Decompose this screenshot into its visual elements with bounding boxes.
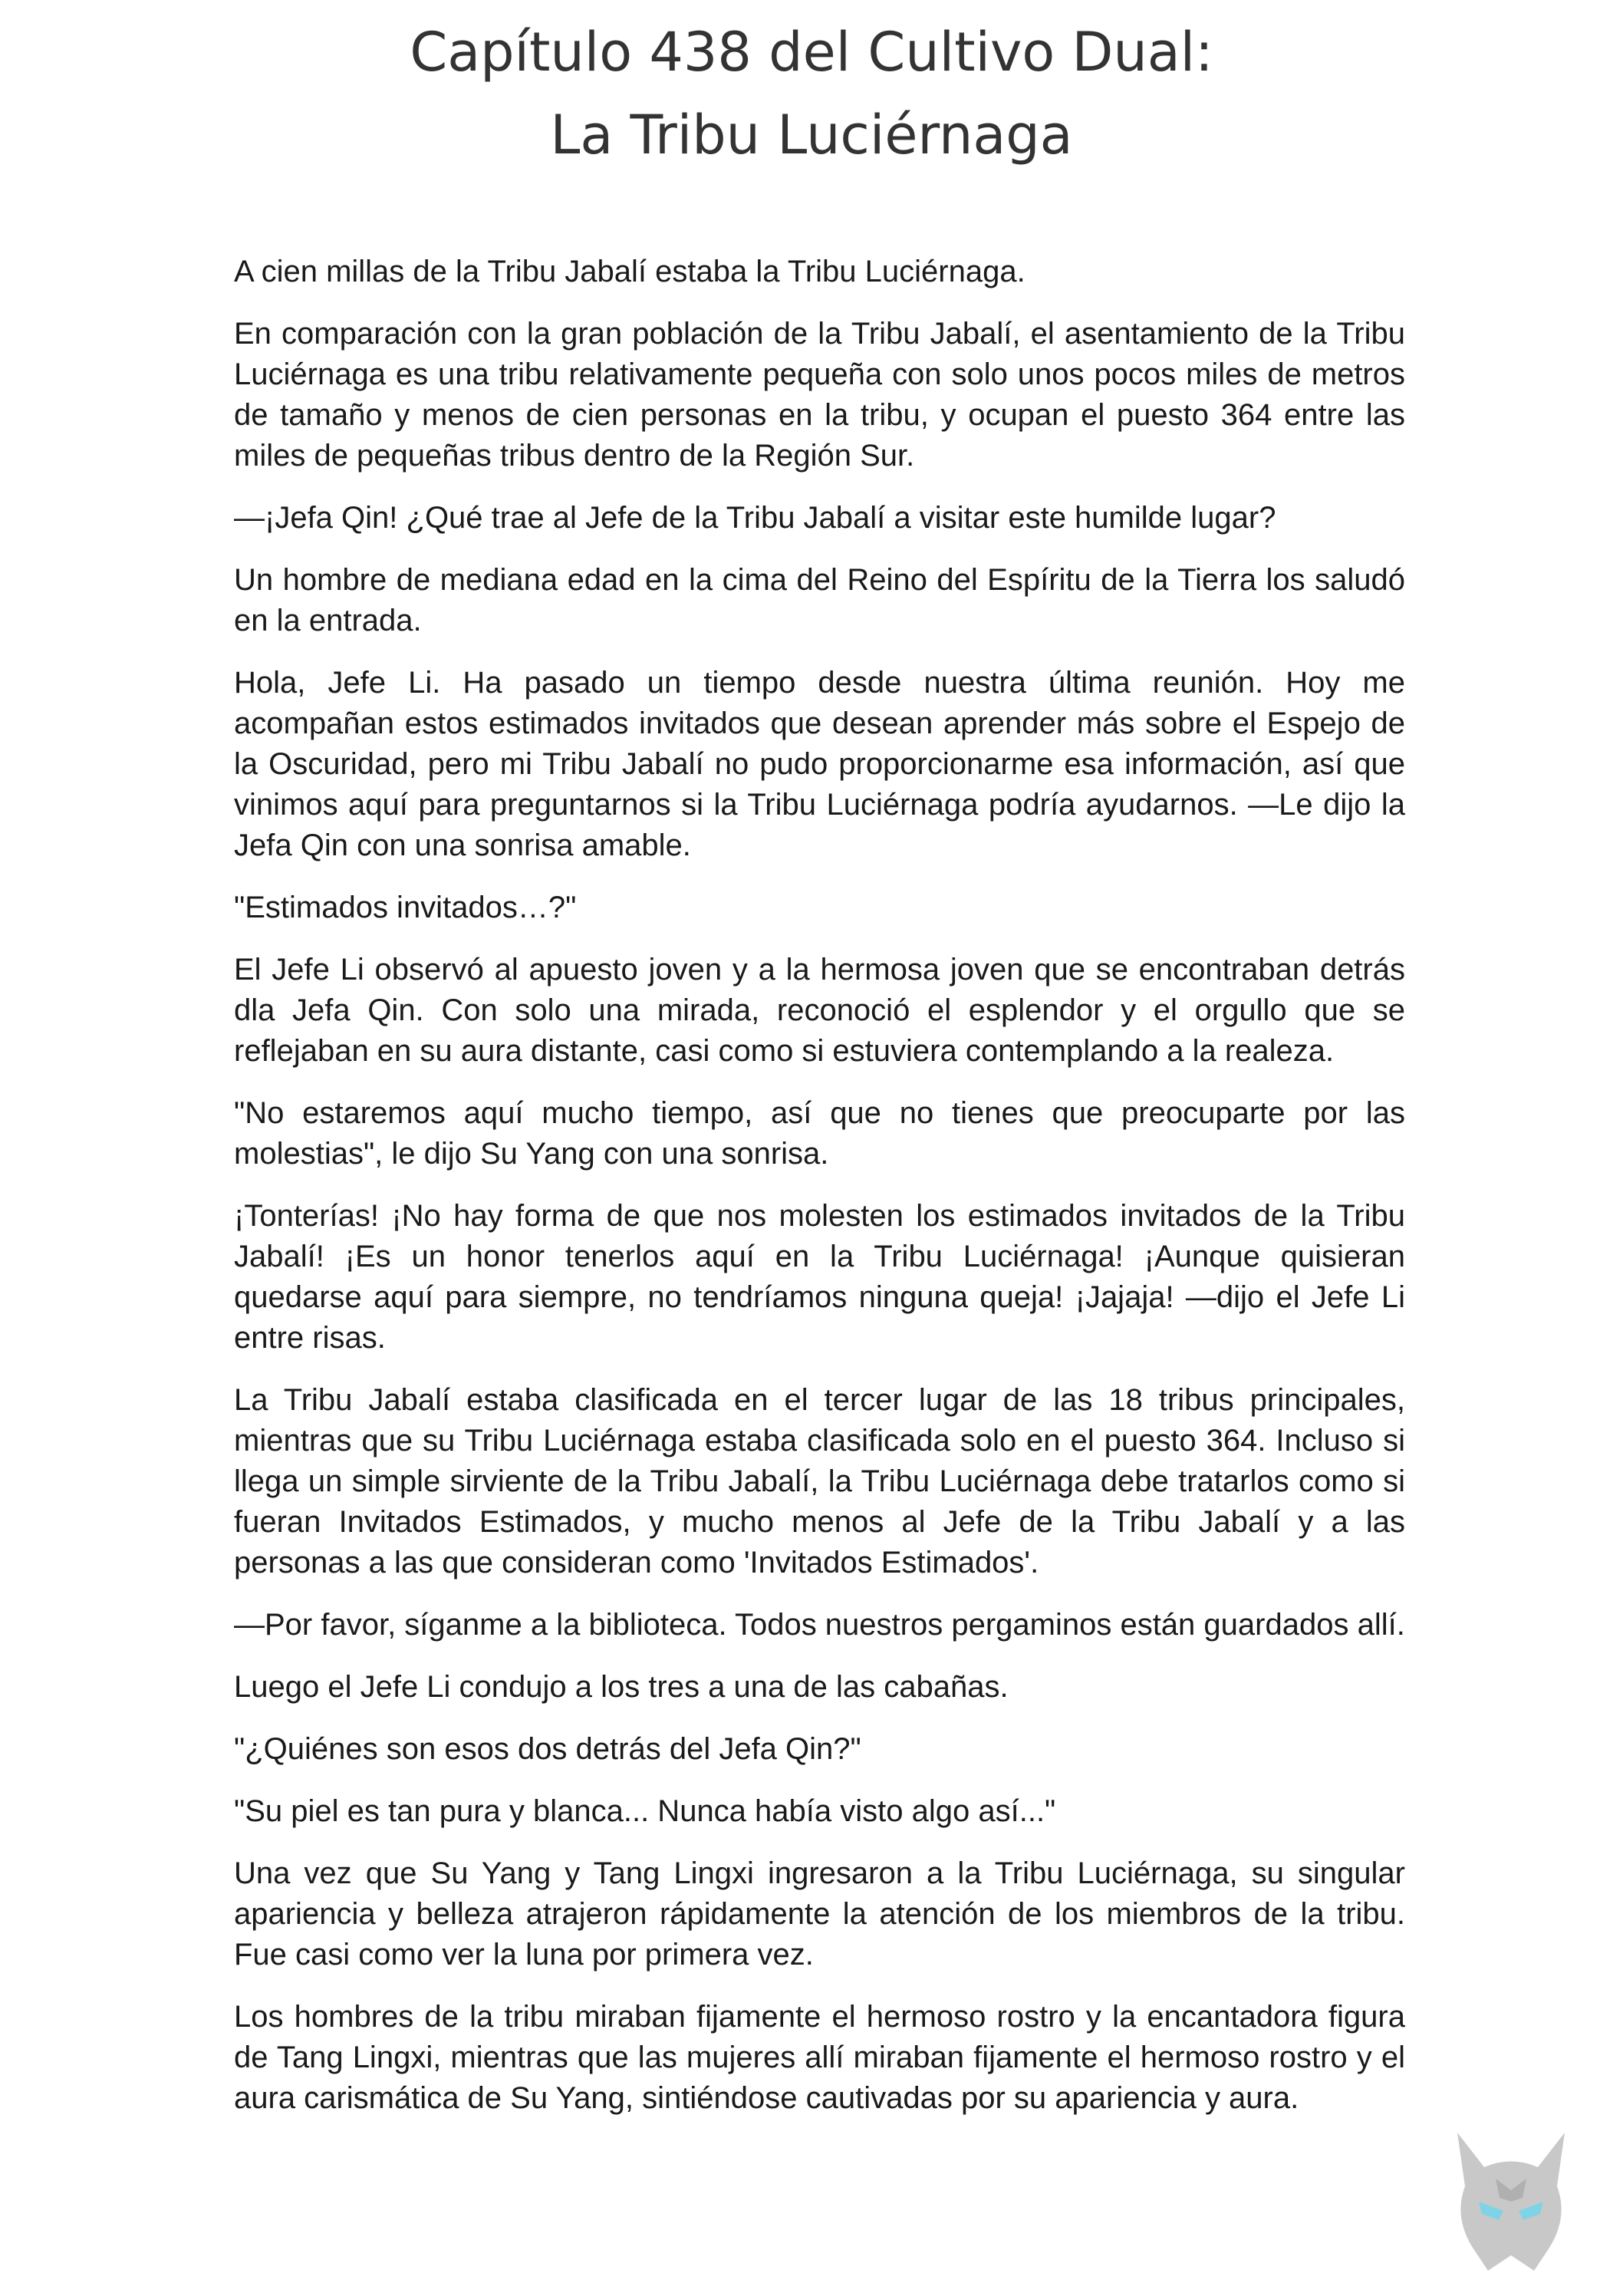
paragraph: A cien millas de la Tribu Jabalí estaba la Tribu Luciérnaga. [234,255,1025,288]
paragraph: "Su piel es tan pura y blanca... Nunca había visto algo así..." [234,1794,1056,1828]
paragraph: El Jefe Li observó al apuesto joven y a la hermosa joven que se encontraban detrás dla Jefa Qin. Con solo una mirada, reconoció el esplendor y el orgullo que se reflejaban en su aura distante, casi como si estuviera contemplando a la realeza. [234,953,1405,1068]
paragraph: La Tribu Jabalí estaba clasificada en el tercer lugar de las 18 tribus principales, mientras que su Tribu Luciérnaga estaba clasificada solo en el puesto 364. Incluso si llega un simple sirviente de la Tribu Jabalí, la Tribu Luciérnaga debe tratarlos como si fueran Invitados Estimados, y mucho menos al Jefe de la Tribu Jabalí y a las personas a las que consideran como 'Invitados Estimados'. [234,1383,1405,1580]
paragraph: Los hombres de la tribu miraban fijamente el hermoso rostro y la encantadora figura de Tang Lingxi, mientras que las mujeres allí miraban fijamente el hermoso rostro y el aura carismática de Su Yang, sintiéndose cautivadas por su apariencia y aura. [234,2000,1405,2115]
chapter-title [0,11,1623,176]
paragraph: "¿Quiénes son esos dos detrás del Jefa Qin?" [234,1732,861,1766]
paragraph: Un hombre de mediana edad en la cima del Reino del Espíritu de la Tierra los saludó en la entrada. [234,563,1405,637]
paragraph: "No estaremos aquí mucho tiempo, así que no tienes que preocuparte por las molestias", le dijo Su Yang con una sonrisa. [234,1096,1405,1171]
paragraph: —¡Jefa Qin! ¿Qué trae al Jefe de la Tribu Jabalí a visitar este humilde lugar? [234,501,1276,535]
chapter-title-line-2: La Tribu Luciérnaga [550,104,1073,166]
chapter-body [234,252,1405,2140]
demon-head-icon [1442,2125,1580,2278]
paragraph: Hola, Jefe Li. Ha pasado un tiempo desde nuestra última reunión. Hoy me acompañan estos estimados invitados que desean aprender más sobre el Espejo de la Oscuridad, pero mi Tribu Jabalí no pudo proporcionarme esa información, así que vinimos aquí para preguntarnos si la Tribu Luciérnaga podría ayudarnos. —Le dijo la Jefa Qin con una sonrisa amable. [234,666,1405,862]
paragraph: Una vez que Su Yang y Tang Lingxi ingresaron a la Tribu Luciérnaga, su singular apariencia y belleza atrajeron rápidamente la atención de los miembros de la tribu. Fue casi como ver la luna por primera vez. [234,1856,1405,1972]
paragraph: "Estimados invitados…?" [234,891,577,924]
paragraph: ¡Tonterías! ¡No hay forma de que nos molesten los estimados invitados de la Tribu Jabalí! ¡Es un honor tenerlos aquí en la Tribu Luciérnaga! ¡Aunque quisieran quedarse aquí para siempre, no tendríamos ninguna queja! ¡Jajaja! —dijo el Jefe Li entre risas. [234,1199,1405,1355]
chapter-title-line-1: Capítulo 438 del Cultivo Dual: [410,21,1213,84]
paragraph: En comparación con la gran población de la Tribu Jabalí, el asentamiento de la Tribu Luciérnaga es una tribu relativamente pequeña con solo unos pocos miles de metros de tamaño y menos de cien personas en la tribu, y ocupan el puesto 364 entre las miles de pequeñas tribus dentro de la Región Sur. [234,317,1405,473]
paragraph: —Por favor, síganme a la biblioteca. Todos nuestros pergaminos están guardados allí. [234,1608,1405,1642]
paragraph: Luego el Jefe Li condujo a los tres a una de las cabañas. [234,1670,1009,1704]
